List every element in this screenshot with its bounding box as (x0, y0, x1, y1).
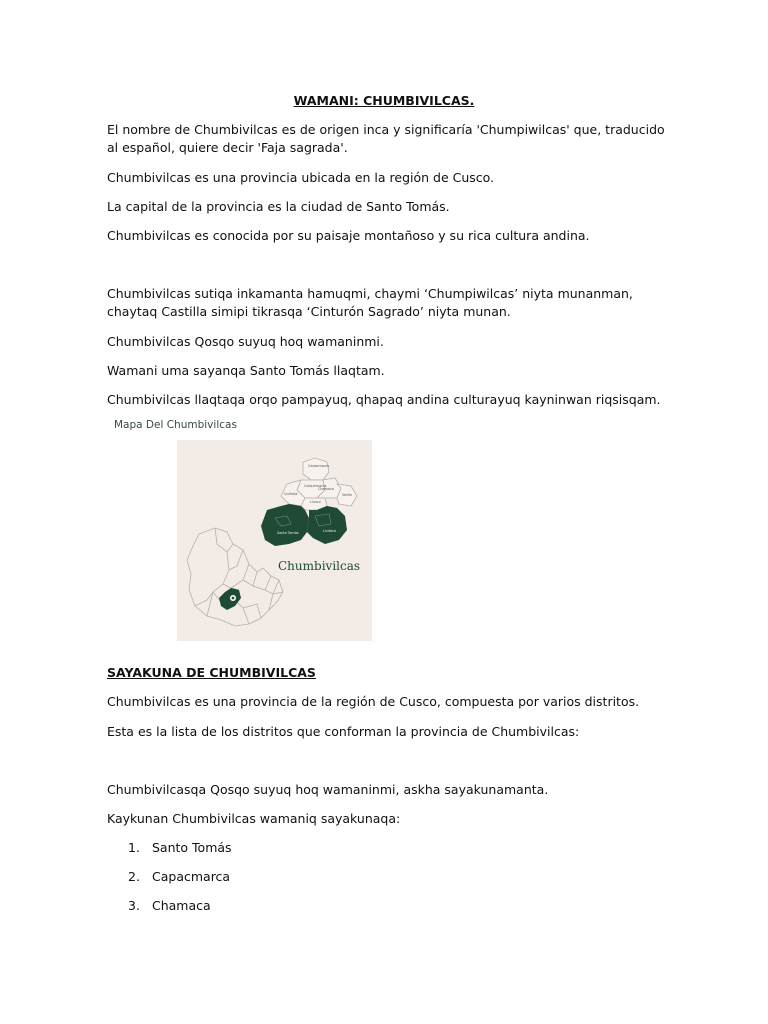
paragraph-culture-es: Chumbivilcas es conocida por su paisaje montañoso y su rica cultura andina. (107, 228, 590, 243)
region-outline (187, 528, 283, 626)
province-map (177, 440, 372, 641)
list-item-number: 1. (128, 840, 140, 855)
map-label: Chumbivilcas (278, 559, 361, 573)
paragraph-list-intro-qu: Kaykunan Chumbivilcas wamaniq sayakunaqa: (107, 811, 401, 826)
list-item-number: 2. (128, 869, 140, 884)
list-item-text: Santo Tomás (152, 840, 232, 855)
district-label: Colquemarca (304, 484, 327, 488)
district-label: Velille (342, 493, 352, 497)
district-label: Quiñota (284, 492, 298, 496)
region-highlight (219, 588, 241, 610)
paragraph-districts-qu: Chumbivilcasqa Qosqo suyuq hoq wamaninmi, askha sayakunamanta. (107, 782, 549, 797)
paragraph-culture-qu: Chumbivilcas llaqtaqa orqo pampayuq, qhapaq andina culturayuq kayninwan riqsisqam. (107, 392, 661, 407)
paragraph-location-qu: Chumbivilcas Qosqo suyuq hoq wamaninmi. (107, 334, 384, 349)
map-caption: Mapa Del Chumbivilcas (114, 419, 237, 431)
list-item-text: Capacmarca (152, 869, 231, 884)
district-label: Santo Tomás (277, 531, 299, 535)
paragraph-capital-es: La capital de la provincia es la ciudad de Santo Tomás. (107, 199, 450, 214)
paragraph-origin-es: El nombre de Chumbivilcas es de origen inca y significaría 'Chumpiwilcas' que, traducido al español, quiere decir 'Faja sagrada'. (107, 122, 665, 155)
document-title: WAMANI: CHUMBIVILCAS. (293, 93, 475, 108)
paragraph-capital-qu: Wamani uma sayanqa Santo Tomás llaqtam. (107, 363, 385, 378)
section-heading: SAYAKUNA DE CHUMBIVILCAS (107, 665, 316, 680)
list-item-number: 3. (128, 898, 140, 913)
district-label: Capacmarca (308, 464, 330, 468)
district-label: Chamaca (318, 487, 334, 491)
paragraph-location-es: Chumbivilcas es una provincia ubicada en la región de Cusco. (107, 170, 495, 185)
paragraph-list-intro-es: Esta es la lista de los distritos que conforman la provincia de Chumbivilcas: (107, 724, 580, 739)
list-item-text: Chamaca (152, 898, 211, 913)
district-label: Llusco (310, 500, 321, 504)
district-label: Livitaca (323, 529, 337, 533)
map-illustration (177, 440, 372, 641)
district-livitaca-shape (307, 506, 347, 544)
paragraph-districts-es: Chumbivilcas es una provincia de la región de Cusco, compuesta por varios distritos. (107, 694, 640, 709)
paragraph-origin-qu: Chumbivilcas sutiqa inkamanta hamuqmi, chaymi ‘Chumpiwilcas’ niyta munanman, chaytaq Castilla simipi tikrasqa ‘Cinturón Sagrado’ niyta munan. (107, 286, 633, 319)
